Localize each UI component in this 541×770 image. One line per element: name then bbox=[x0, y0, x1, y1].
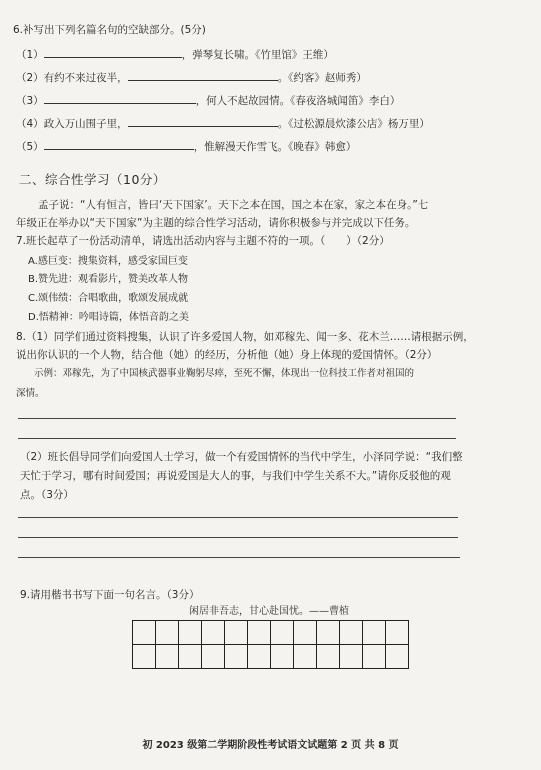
item-pre: 政入万山围子里， bbox=[43, 118, 128, 130]
answer-blank[interactable] bbox=[44, 92, 196, 104]
grid-cell[interactable] bbox=[179, 621, 202, 645]
q7-option-a: A.感巨变：搜集资料，感受家国巨变 bbox=[28, 256, 188, 267]
q7-option-b: B.赞先进：观看影片，赞美改革人物 bbox=[28, 274, 189, 285]
item-pre: 有约不来过夜半， bbox=[43, 72, 128, 84]
answer-line[interactable] bbox=[18, 537, 458, 538]
item-number: （4） bbox=[16, 118, 44, 130]
grid-cell[interactable] bbox=[248, 645, 271, 669]
grid-cell[interactable] bbox=[363, 645, 386, 669]
writing-grid bbox=[132, 620, 409, 669]
grid-cell[interactable] bbox=[340, 645, 363, 669]
q8-example-line-2: 深情。 bbox=[16, 388, 45, 399]
grid-cell[interactable] bbox=[386, 645, 409, 669]
answer-line[interactable] bbox=[18, 418, 456, 419]
item-number: （2） bbox=[16, 72, 44, 84]
q6-item-2 bbox=[16, 69, 367, 85]
grid-cell[interactable] bbox=[156, 621, 179, 645]
q9-title: 9.请用楷书书写下面一句名言。（3分） bbox=[20, 589, 200, 601]
grid-cell[interactable] bbox=[294, 645, 317, 669]
answer-blank[interactable] bbox=[44, 138, 194, 150]
page-footer: 初 2023 级第二学期阶段性考试语文试题第 2 页 共 8 页 bbox=[142, 740, 399, 751]
q6-item-1 bbox=[16, 46, 334, 62]
grid-cell[interactable] bbox=[179, 645, 202, 669]
grid-cell[interactable] bbox=[271, 645, 294, 669]
q8-part1-line-1: 8.（1）同学们通过资料搜集，认识了许多爱国人物，如邓稼先、闻一多、花木兰……请根据示例， bbox=[16, 331, 474, 343]
q9-quote: 闲居非吾志，甘心赴国忧。——曹植 bbox=[189, 606, 349, 617]
grid-cell[interactable] bbox=[225, 621, 248, 645]
grid-cell[interactable] bbox=[225, 645, 248, 669]
q6-item-4 bbox=[16, 115, 430, 131]
grid-cell[interactable] bbox=[340, 621, 363, 645]
answer-blank[interactable] bbox=[128, 115, 278, 127]
q7-title: 7.班长起草了一份活动清单，请选出活动内容与主题不符的一项。（ ）（2分） bbox=[16, 235, 390, 247]
q7-option-c: C.颂伟绩：合唱歌曲，歌颂发展成就 bbox=[28, 293, 189, 304]
grid-row bbox=[133, 645, 409, 669]
grid-cell[interactable] bbox=[156, 645, 179, 669]
grid-cell[interactable] bbox=[363, 621, 386, 645]
answer-blank[interactable] bbox=[44, 46, 182, 58]
intro-line-2: 年级正在举办以“天下国家”为主题的综合性学习活动，请你积极参与并完成以下任务。 bbox=[16, 217, 416, 229]
item-post: 。《约客》赵师秀） bbox=[277, 72, 367, 84]
grid-cell[interactable] bbox=[133, 645, 156, 669]
item-post: ，弹琴复长啸。《竹里馆》王维） bbox=[181, 49, 334, 61]
answer-line[interactable] bbox=[18, 557, 460, 558]
q8-part2-line-2: 天忙于学习，哪有时间爱国；再说爱国是大人的事，与我们中学生关系不大。”请你反驳他的观 bbox=[20, 470, 451, 482]
q8-part2-line-1: （2）班长倡导同学们向爱国人士学习，做一个有爱国情怀的当代中学生，小泽同学说：“我们整 bbox=[20, 451, 463, 463]
grid-cell[interactable] bbox=[248, 621, 271, 645]
answer-blank[interactable] bbox=[128, 69, 278, 81]
item-post: ，惟解漫天作雪飞。《晚春》韩愈） bbox=[193, 141, 357, 153]
q6-item-5 bbox=[16, 138, 356, 154]
item-number: （5） bbox=[16, 141, 44, 153]
q8-part1-line-2: 说出你认识的一个人物，结合他（她）的经历，分析他（她）身上体现的爱国情怀。（2分） bbox=[16, 349, 438, 361]
item-post: ，何人不起故园情。《春夜洛城闻笛》李白） bbox=[195, 95, 401, 107]
q7-option-d: D.悟精神：吟唱诗篇，体悟音韵之美 bbox=[28, 312, 189, 323]
item-number: （1） bbox=[16, 49, 44, 61]
grid-cell[interactable] bbox=[271, 621, 294, 645]
grid-cell[interactable] bbox=[202, 645, 225, 669]
item-post: 。《过松源晨炊漆公店》杨万里） bbox=[277, 118, 430, 130]
section-heading: 二、综合性学习（10分） bbox=[19, 172, 166, 187]
grid-cell[interactable] bbox=[133, 621, 156, 645]
grid-cell[interactable] bbox=[294, 621, 317, 645]
grid-cell[interactable] bbox=[386, 621, 409, 645]
q6-item-3 bbox=[16, 92, 400, 108]
grid-cell[interactable] bbox=[317, 645, 340, 669]
q8-part2-line-3: 点。（3分） bbox=[20, 489, 74, 501]
grid-cell[interactable] bbox=[317, 621, 340, 645]
grid-cell[interactable] bbox=[202, 621, 225, 645]
answer-line[interactable] bbox=[18, 438, 456, 439]
q8-example-line-1: 示例：邓稼先，为了中国核武器事业鞠躬尽瘁，至死不懈，体现出一位科技工作者对祖国的 bbox=[34, 368, 415, 379]
intro-line-1: 孟子说：“人有恒言，皆曰‘天下国家’。天下之本在国，国之本在家，家之本在身。”七 bbox=[38, 199, 429, 211]
answer-line[interactable] bbox=[18, 517, 458, 518]
q6-title: 6.补写出下列名篇名句的空缺部分。(5分) bbox=[13, 24, 206, 36]
grid-row bbox=[133, 621, 409, 645]
item-number: （3） bbox=[16, 95, 44, 107]
